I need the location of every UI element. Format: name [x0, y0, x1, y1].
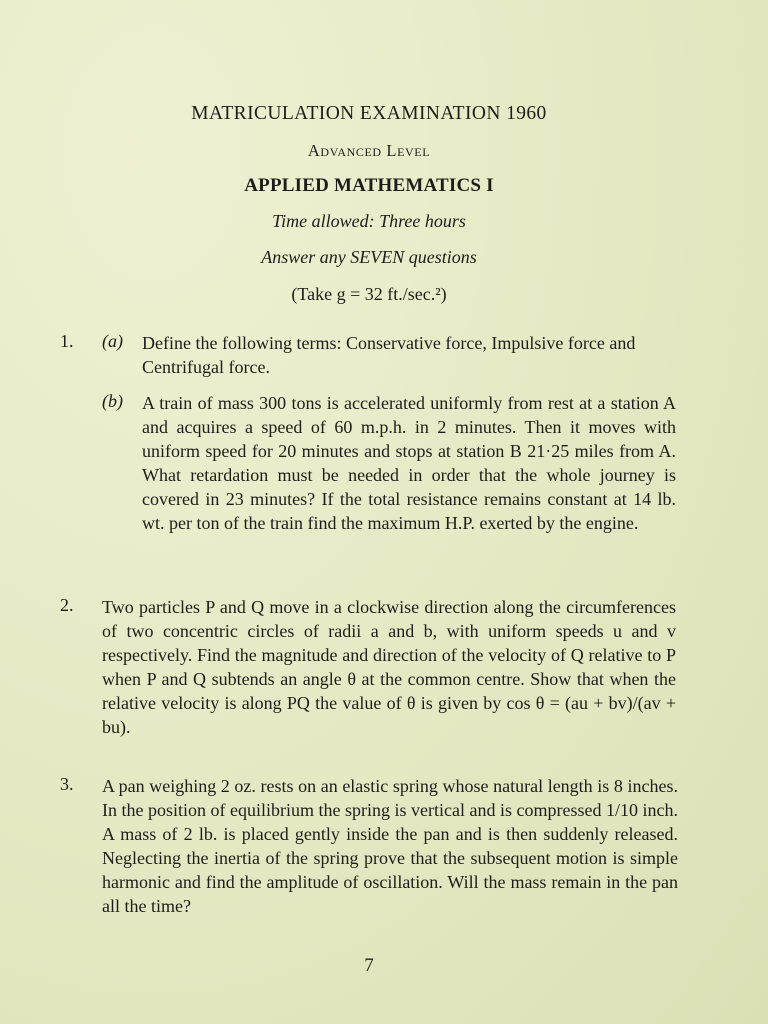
question-number-1: 1. [60, 331, 74, 351]
question-1b-text: A train of mass 300 tons is accelerated uniformly from rest at a station A and acquires a speed of 60 m.p.h. in 2 minutes. Then it moves with uniform speed for 20 minutes and stops at station B 21·25 miles from A. What retardation must be needed in order that the whole journey is covered in 23 minutes? If the total resistance remains constant at 14 lb. wt. per ton of the train find the maximum H.P. exerted by the engine. [142, 393, 676, 534]
constant-note: (Take g = 32 ft./sec.²) [291, 284, 447, 304]
time-allowed: Time allowed: Three hours [272, 211, 466, 231]
question-number-3: 3. [60, 774, 74, 794]
question-1b-label: (b) [102, 391, 123, 411]
question-1a-label: (a) [102, 331, 123, 351]
exam-title: MATRICULATION EXAMINATION 1960 [191, 103, 547, 124]
question-1a-text: Define the following terms: Conservative force, Impulsive force and Centrifugal force. [142, 333, 636, 378]
question-2-text: Two particles P and Q move in a clockwise direction along the circumferences of two concentric circles of radii a and b, with uniform speeds u and v respectively. Find the magnitude and direction of the velocity of Q relative to P when P and Q subtends an angle θ at the common centre. Show that when the relative velocity is along PQ the value of θ is given by cos θ = (au + bv)/(av + bu). [102, 597, 676, 738]
page-number: 7 [364, 955, 374, 976]
question-3-text: A pan weighing 2 oz. rests on an elastic spring whose natural length is 8 inches. In the position of equilibrium the spring is vertical and is compressed 1/10 inch. A mass of 2 lb. is placed gently inside the pan and is then suddenly released. Neglecting the inertia of the spring prove that the subsequent motion is simple harmonic and find the amplitude of oscillation. Will the mass remain in the pan all the time? [102, 776, 678, 917]
question-number-2: 2. [60, 595, 74, 615]
exam-level: Advanced Level [307, 141, 431, 160]
instruction: Answer any SEVEN questions [261, 247, 477, 267]
subject-title: APPLIED MATHEMATICS I [244, 175, 494, 196]
